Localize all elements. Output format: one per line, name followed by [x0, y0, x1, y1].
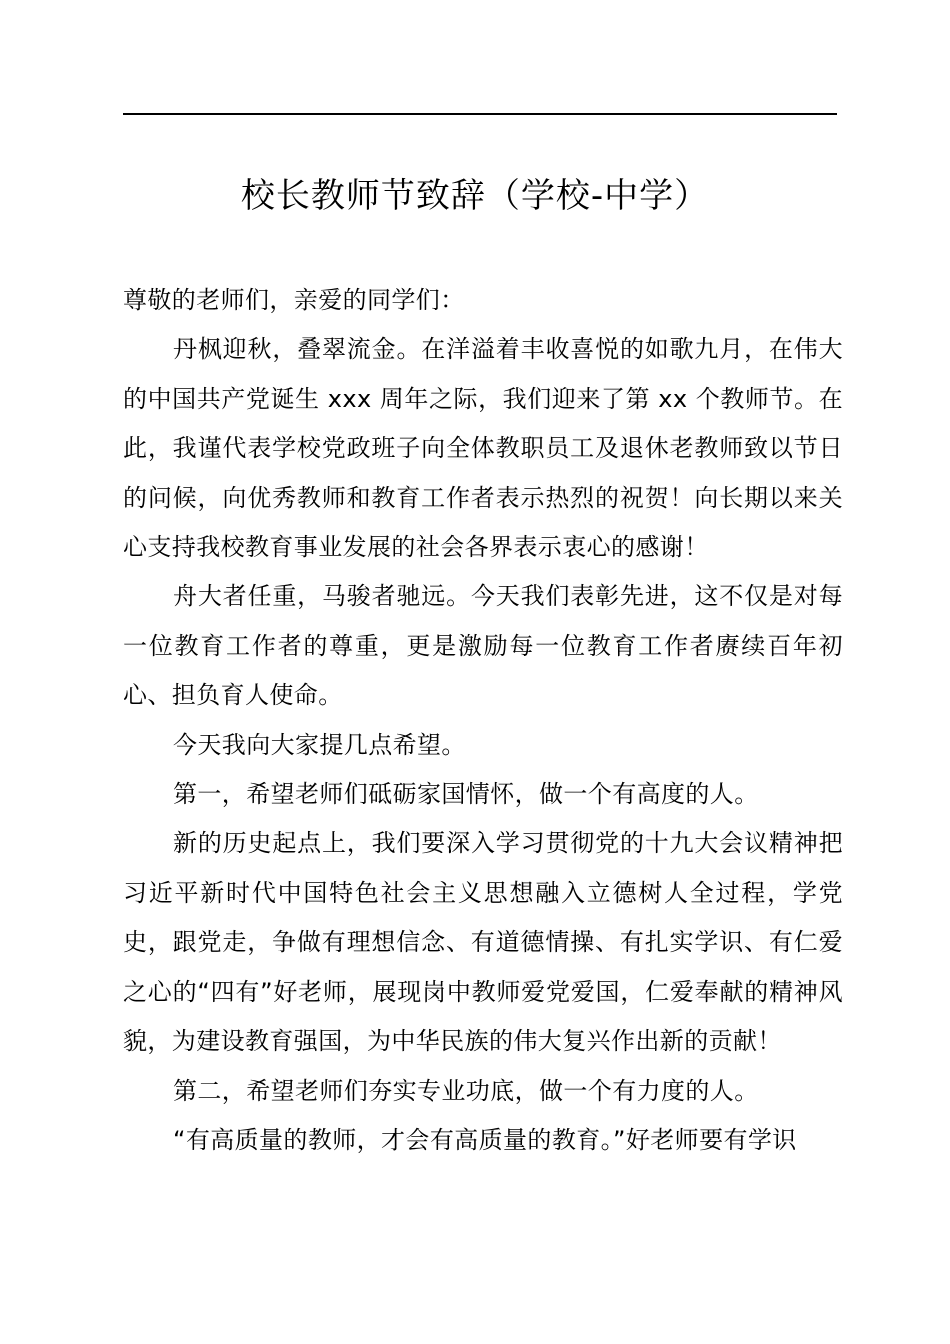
paragraph-hope-1-body: 新的历史起点上，我们要深入学习贯彻党的十九大会议精神把习近平新时代中国特色社会主义思想融入立德树人全过程，学党史，跟党走，争做有理想信念、有道德情操、有扎实学识、有仁爱之心的“四有”好老师，展现岗中教师爱党爱国，仁爱奉献的精神风貌，为建设教育强国，为中华民族的伟大复兴作出新的贡献！ — [123, 829, 843, 1056]
paragraph-hopes-intro: 今天我向大家提几点希望。 — [173, 730, 466, 759]
paragraph-hope-1-heading: 第一，希望老师们砥砺家国情怀，做一个有高度的人。 — [173, 780, 759, 809]
header-rule — [123, 113, 837, 115]
document-title: 校长教师节致辞（学校-中学） — [240, 176, 710, 216]
salutation: 尊敬的老师们，亲爱的同学们： — [123, 286, 465, 314]
document-body — [123, 276, 843, 1165]
paragraph-hope-2-heading: 第二，希望老师们夯实专业功底，做一个有力度的人。 — [173, 1076, 759, 1105]
paragraph-commendation: 舟大者任重，马骏者驰远。今天我们表彰先进，这不仅是对每一位教育工作者的尊重，更是激励每一位教育工作者赓续百年初心、担负育人使命。 — [123, 582, 843, 710]
paragraph-intro: 丹枫迎秋，叠翠流金。在洋溢着丰收喜悦的如歌九月，在伟大的中国共产党诞生 xxx 周年之际，我们迎来了第 xx 个教师节。在此，我谨代表学校党政班子向全体教职员工及退休老教师致以节日的问候，向优秀教师和教育工作者表示热烈的祝贺！向长期以来关心支持我校教育事业发展的社会各界表示衷心的感谢！ — [123, 335, 843, 562]
paragraph-hope-2-body: “有高质量的教师，才会有高质量的教育。”好老师要有学识 — [173, 1125, 797, 1154]
